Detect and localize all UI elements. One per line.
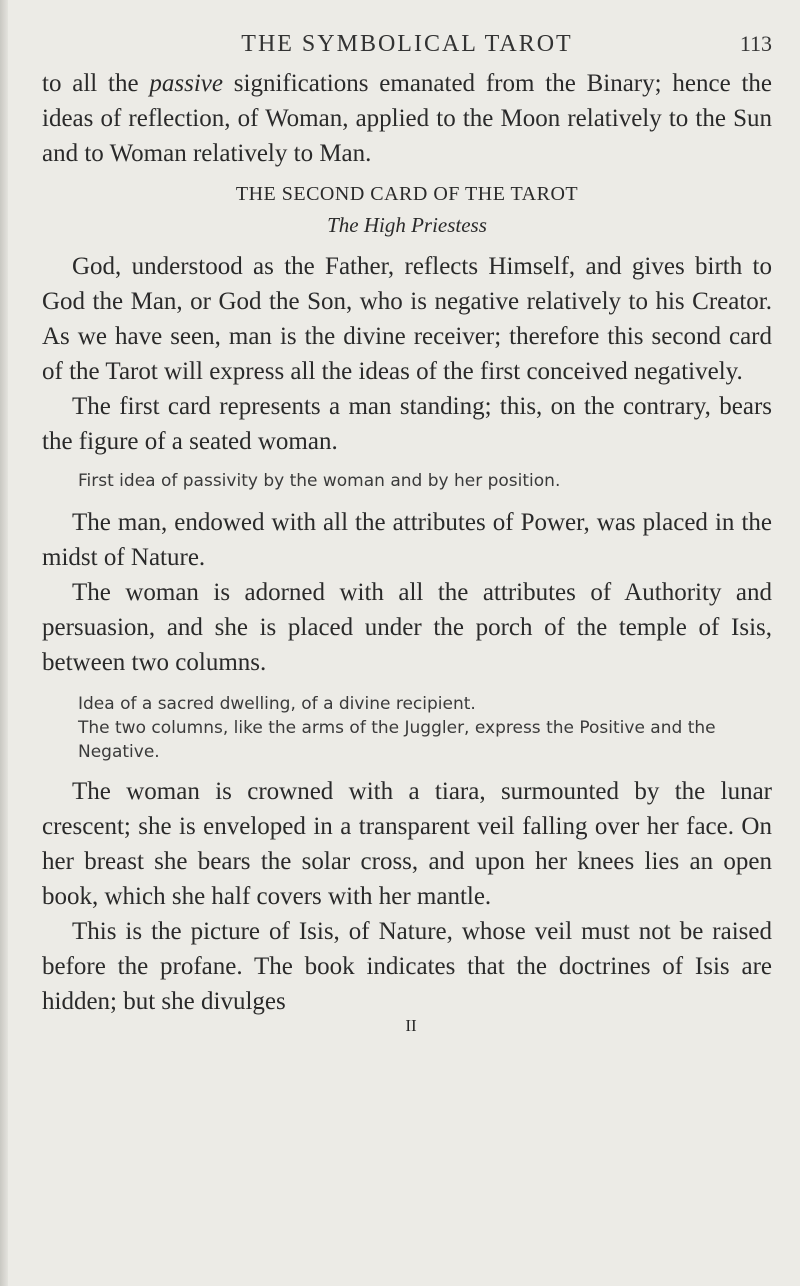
paragraph-1 [42, 66, 772, 171]
paragraph-3: The first card represents a man standing; this, on the contrary, bears the figure of a seated woman. [42, 393, 772, 455]
running-title: THE SYMBOLICAL TAROT [241, 31, 573, 57]
book-page [42, 22, 772, 1037]
section-title: THE SECOND CARD OF THE TAROT [235, 183, 579, 205]
marginal-note-1: First idea of passivity by the woman and by her position. [78, 471, 561, 491]
paragraph-2: God, understood as the Father, reflects Himself, and gives birth to God the Man, or God the Son, who is negative relatively to his Creator. As we have seen, man is the divine receiver; therefore this second card of the Tarot will express all the ideas of the first conceived negatively. [42, 253, 772, 385]
section-subtitle: The High Priestess [327, 213, 487, 237]
paragraph-7: This is the picture of Isis, of Nature, whose veil must not be raised before the profane. The book indicates that the doctrines of Isis are hidden; but she divulges [42, 918, 772, 1015]
paragraph-4: The man, endowed with all the attributes of Power, was placed in the midst of Nature. [42, 509, 772, 571]
page-edge [0, 0, 8, 1286]
paragraph-5: The woman is adorned with all the attributes of Authority and persuasion, and she is placed under the porch of the temple of Isis, between two columns. [42, 579, 772, 676]
note-2-line-2: The two columns, like the arms of the Juggler, express the Positive and the Negative. [78, 718, 716, 762]
page-number: 113 [739, 31, 772, 56]
running-head [42, 22, 772, 66]
signature-mark: II [405, 1016, 417, 1035]
paragraph-6: The woman is crowned with a tiara, surmounted by the lunar crescent; she is enveloped in a transparent veil falling over her face. On her breast she bears the solar cross, and upon her knees lies an open book, which she half covers with her mantle. [42, 778, 772, 910]
italic-word-passive: passive [149, 70, 223, 97]
paragraph-1-end: significations emanated from the Binary; hence the ideas of reflection, of Woman, applied to the Moon relatively to the Sun and to Woman relatively to Man. [42, 70, 772, 167]
marginal-note-2 [78, 692, 772, 764]
paragraph-1-start: to all the [42, 70, 150, 97]
note-2-line-1: Idea of a sacred dwelling, of a divine recipient. [78, 694, 476, 714]
